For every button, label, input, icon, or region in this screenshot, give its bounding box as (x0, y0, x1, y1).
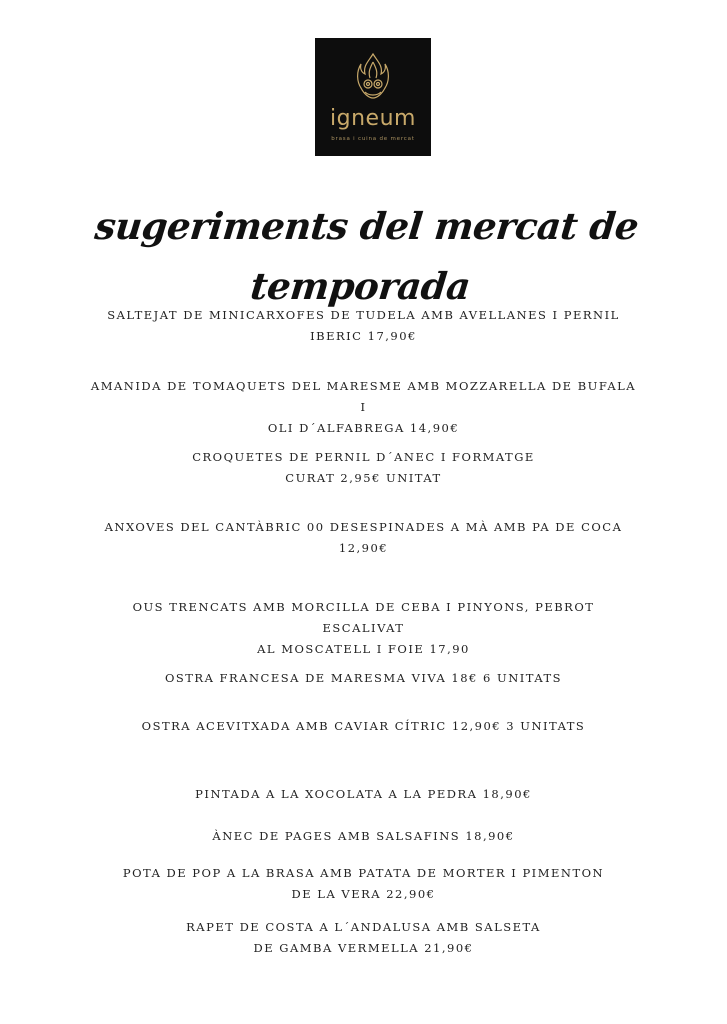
menu-item (90, 784, 637, 805)
menu-item (90, 447, 637, 489)
menu-item-line: ANXOVES DEL CANTÀBRIC 00 DESESPINADES A MÀ AMB PA DE COCA (104, 520, 623, 534)
menu-item (90, 863, 637, 905)
menu-item-line: RAPET DE COSTA A L´ANDALUSA AMB SALSETA (186, 920, 541, 934)
menu-item-line: PINTADA A LA XOCOLATA A LA PEDRA 18,90€ (195, 787, 532, 801)
menu-item-line: ÀNEC DE PAGES AMB SALSAFINS 18,90€ (212, 829, 515, 843)
menu-item-line: AMANIDA DE TOMAQUETS DEL MARESME AMB MOZZARELLA DE BUFALA I (90, 379, 637, 414)
menu-item (90, 597, 637, 660)
menu-item-line: DE GAMBA VERMELLA 21,90€ (253, 941, 474, 955)
logo-tagline: brasa i cuina de mercat (331, 136, 415, 142)
menu-item (90, 305, 637, 347)
menu-item (90, 517, 637, 559)
menu-item-line: CURAT 2,95€ UNITAT (285, 471, 442, 485)
menu-item-line: OSTRA ACEVITXADA AMB CAVIAR CÍTRIC 12,90€ 3 UNITATS (141, 719, 586, 733)
menu-item (90, 716, 637, 737)
menu-item (90, 917, 637, 959)
flame-face-icon (353, 50, 393, 106)
menu-item-line: OLI D´ALFABREGA 14,90€ (267, 421, 460, 435)
menu-item-line: AL MOSCATELL I FOIE 17,90 (257, 642, 470, 656)
menu-item-line: OSTRA FRANCESA DE MARESMA VIVA 18€ 6 UNITATS (164, 671, 563, 685)
menu-item (90, 668, 637, 689)
menu-item-line: DE LA VERA 22,90€ (291, 887, 436, 901)
menu-item-line: CROQUETES DE PERNIL D´ANEC I FORMATGE (192, 450, 535, 464)
page-title: sugeriments del mercat de temporada (92, 204, 641, 308)
menu-item-line: IBERIC 17,90€ (310, 329, 417, 343)
menu-item-line: OUS TRENCATS AMB MORCILLA DE CEBA I PINYONS, PEBROT ESCALIVAT (132, 600, 595, 635)
menu-item-line: SALTEJAT DE MINICARXOFES DE TUDELA AMB AVELLANES I PERNIL (107, 308, 620, 322)
restaurant-logo (315, 38, 431, 156)
menu-item (90, 376, 637, 439)
menu-item (90, 826, 637, 847)
menu-item-line: POTA DE POP A LA BRASA AMB PATATA DE MORTER I PIMENTON (122, 866, 605, 880)
menu-item-line: 12,90€ (338, 541, 389, 555)
logo-brand-name: igneum (330, 106, 416, 131)
